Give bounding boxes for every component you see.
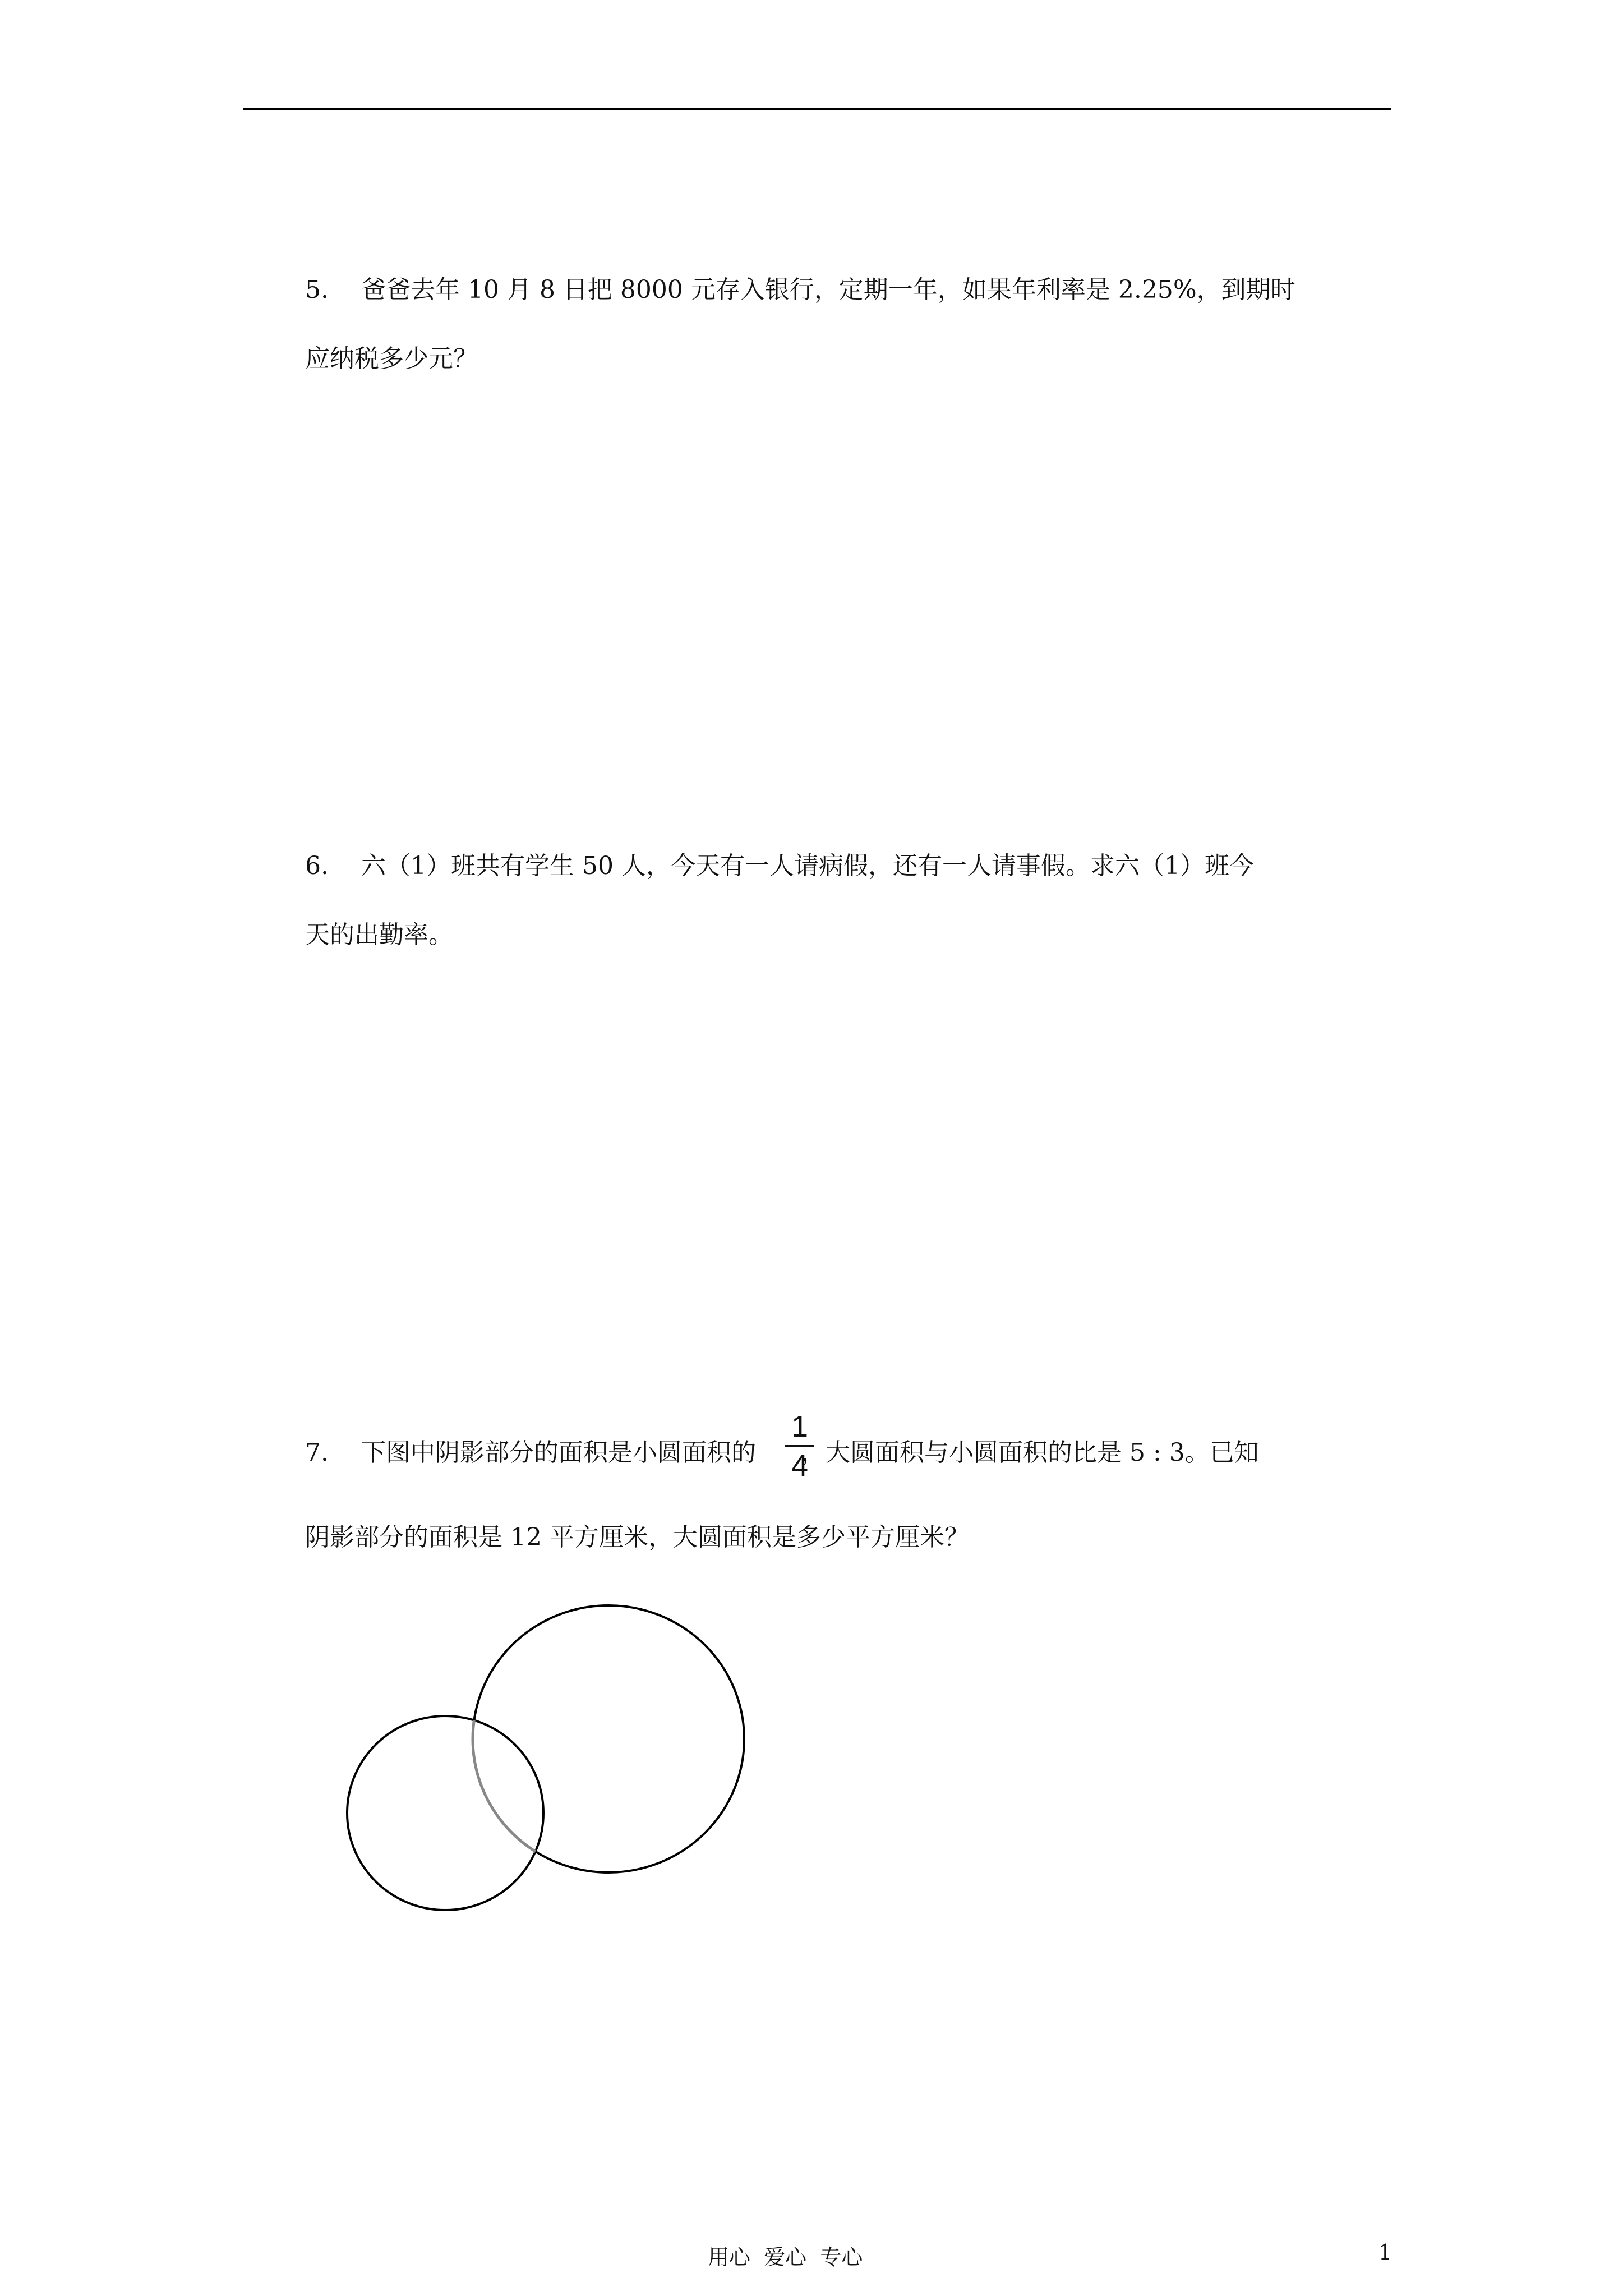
problem-6-number: 6.	[305, 852, 329, 880]
problem-7-text-1a: 下图中阴影部分的面积是小圆面积的	[361, 1438, 756, 1467]
problem-6-text-1: 六（1）班共有学生 50 人，今天有一人请病假，还有一人请事假。求六（1）班今	[361, 852, 1254, 880]
problem-5-line-2	[305, 344, 478, 373]
problem-7-number: 7.	[305, 1438, 329, 1467]
header-rule	[243, 108, 1391, 110]
problem-6-text-2: 天的出勤率。	[305, 921, 453, 949]
footer-slogan	[708, 2240, 863, 2271]
small-circle	[347, 1716, 543, 1910]
problem-7-line-2	[305, 1525, 969, 1550]
problem-6-line-2	[305, 923, 453, 947]
problem-5-text-2: 应纳税多少元？	[305, 344, 478, 373]
problem-7-line-1	[305, 1438, 1259, 1467]
problem-5-text-1: 爸爸去年 10 月 8 日把 8000 元存入银行，定期一年，如果年利率是 2.25%，到期时	[361, 275, 1295, 304]
fraction-bar	[785, 1445, 814, 1447]
page-number	[1378, 2240, 1392, 2265]
problem-5-line-1	[305, 275, 1295, 304]
fraction-denominator: 4	[791, 1449, 809, 1483]
fraction-one-quarter	[783, 1411, 817, 1481]
problem-5-number: 5.	[305, 275, 329, 304]
problem-7-text-1b: ，大圆面积与小圆面积的比是 5 : 3。已知	[801, 1438, 1259, 1467]
fraction-numerator: 1	[791, 1410, 809, 1443]
problem-7-text-2: 阴影部分的面积是 12 平方厘米，大圆面积是多少平方厘米？	[305, 1523, 969, 1552]
overlapping-circles-figure	[331, 1599, 757, 1924]
page-number-text: 1	[1378, 2240, 1393, 2265]
footer-center-text: 用心 爱心 专心	[708, 2245, 863, 2270]
problem-6-line-1	[305, 854, 1254, 878]
large-circle-arc-inside-small	[473, 1605, 744, 1872]
